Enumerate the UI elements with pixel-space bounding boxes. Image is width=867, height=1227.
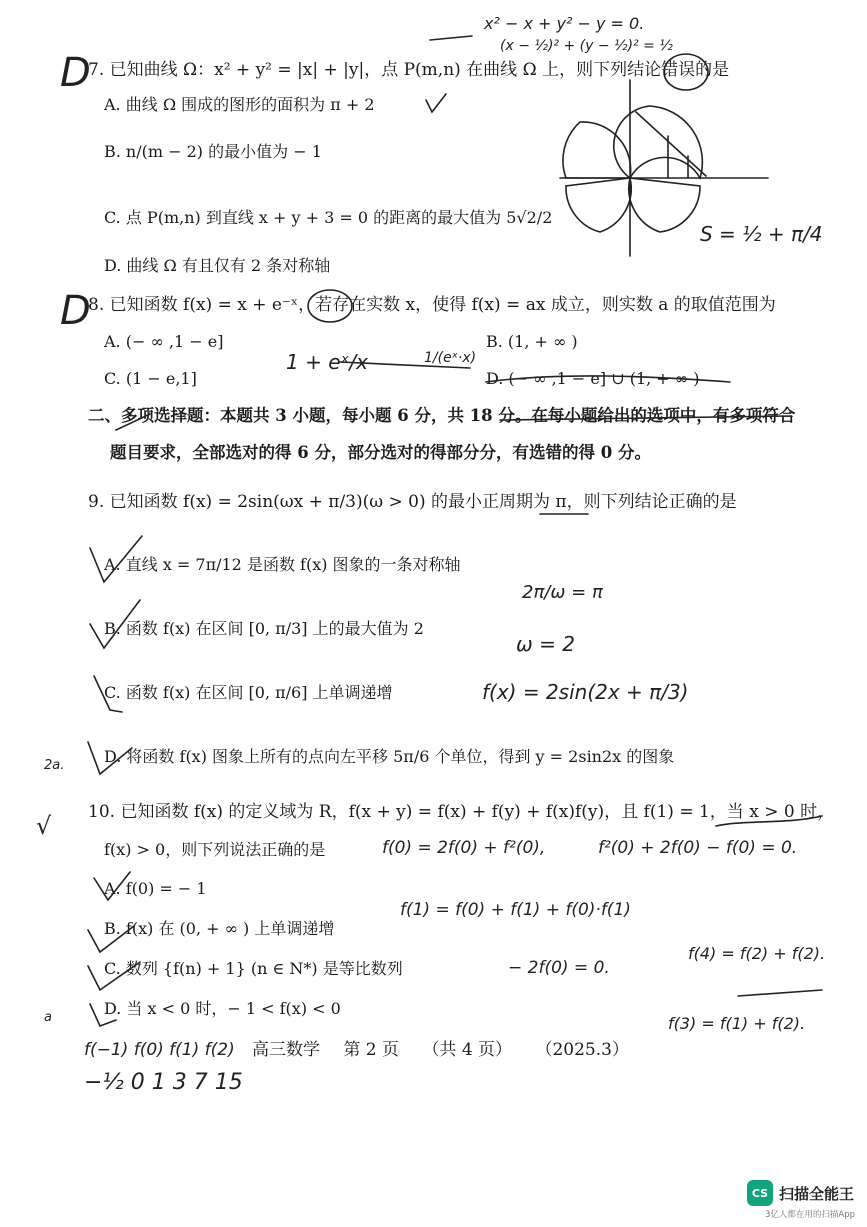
handwritten-q8-work: 1 + eˣ/x bbox=[286, 350, 368, 374]
q8-option-c: C. (1 − e,1] bbox=[104, 369, 197, 388]
handwritten-margin-q10: √ bbox=[36, 812, 52, 840]
handwritten-margin-d: 2a. bbox=[44, 758, 65, 773]
section2-heading: 二、多项选择题：本题共 3 小题，每小题 6 分，共 18 分。在每小题给出的选项中，有多项符合 bbox=[88, 406, 796, 425]
q10-option-c: C. 数列 {f(n) + 1} (n ∈ N*) 是等比数列 bbox=[104, 959, 403, 978]
q7-stem: 7. 已知曲线 Ω：x² + y² = |x| + |y|，点 P(m,n) 在曲线 Ω 上，则下列结论错误的是 bbox=[88, 60, 730, 80]
q8-option-d: D. (− ∞ ,1 − e] ∪ (1, + ∞ ) bbox=[486, 369, 700, 388]
scanner-logo-subtitle: 3亿人都在用的扫描App bbox=[765, 1210, 856, 1220]
strike-f4 bbox=[738, 990, 822, 996]
handwritten-eq-top: x² − x + y² − y = 0. bbox=[484, 14, 645, 33]
q7-answer-handwritten: D bbox=[60, 50, 91, 96]
handwritten-q10-work3: f(1) = f(0) + f(1) + f(0)·f(1) bbox=[400, 900, 631, 920]
page-footer bbox=[252, 1038, 647, 1062]
q7-option-d: D. 曲线 Ω 有且仅有 2 条对称轴 bbox=[104, 256, 331, 275]
handwritten-q9-func: f(x) = 2sin(2x + π/3) bbox=[482, 680, 689, 704]
check-q7a bbox=[426, 94, 446, 112]
q7-option-b: B. n/(m − 2) 的最小值为 − 1 bbox=[104, 142, 322, 161]
handwritten-q8-work2: 1/(eˣ·x) bbox=[424, 350, 477, 366]
handwritten-q9-omega: ω = 2 bbox=[516, 632, 575, 656]
handwritten-q10-work2: f²(0) + 2f(0) − f(0) = 0. bbox=[598, 838, 798, 858]
strike-top bbox=[430, 36, 472, 40]
handwritten-bottom-row1: f(−1) f(0) f(1) f(2) bbox=[84, 1040, 235, 1060]
q9-option-b: B. 函数 f(x) 在区间 [0, π/3] 上的最大值为 2 bbox=[104, 619, 424, 638]
handwritten-bottom-row2: −½ 0 1 3 7 15 bbox=[84, 1070, 243, 1095]
section2-heading-cont: 题目要求，全部选对的得 6 分，部分选对的得部分分，有选错的得 0 分。 bbox=[110, 443, 651, 462]
q10-option-d: D. 当 x < 0 时，− 1 < f(x) < 0 bbox=[104, 999, 341, 1018]
q9-option-d: D. 将函数 f(x) 图象上所有的点向左平移 5π/6 个单位，得到 y = 2sin2x 的图象 bbox=[104, 747, 675, 766]
handwritten-area: S = ½ + π/4 bbox=[700, 222, 823, 246]
q7-option-c: C. 点 P(m,n) 到直线 x + y + 3 = 0 的距离的最大值为 5√2/2 bbox=[104, 208, 553, 227]
q7-option-a: A. 曲线 Ω 围成的图形的面积为 π + 2 bbox=[104, 95, 375, 114]
handwritten-eq-circle: (x − ½)² + (y − ½)² = ½ bbox=[500, 38, 673, 54]
handwritten-margin-a: a bbox=[44, 1010, 52, 1025]
handwritten-q10-work4: − 2f(0) = 0. bbox=[508, 958, 610, 978]
q8-option-a: A. (− ∞ ,1 − e] bbox=[104, 332, 224, 351]
footer-date: （2025.3） bbox=[535, 1040, 629, 1060]
footer-page: 第 2 页 bbox=[343, 1040, 400, 1060]
q8-answer-handwritten: D bbox=[60, 288, 91, 334]
q10-stem: 10. 已知函数 f(x) 的定义域为 R，f(x + y) = f(x) + f(y) + f(x)f(y)，且 f(1) = 1，当 x > 0 时， bbox=[88, 802, 835, 822]
handwritten-q9-period: 2π/ω = π bbox=[522, 582, 603, 603]
footer-subject: 高三数学 bbox=[252, 1040, 320, 1060]
q8-stem: 8. 已知函数 f(x) = x + e⁻ˣ，若存在实数 x，使得 f(x) = ax 成立，则实数 a 的取值范围为 bbox=[88, 295, 776, 315]
handwritten-q10-work5: f(4) = f(2) + f(2). bbox=[688, 944, 826, 963]
q9-option-a: A. 直线 x = 7π/12 是函数 f(x) 图象的一条对称轴 bbox=[104, 555, 461, 574]
handwritten-q10-work6: f(3) = f(1) + f(2). bbox=[668, 1014, 806, 1033]
q10-option-b: B. f(x) 在 (0, + ∞ ) 上单调递增 bbox=[104, 919, 335, 938]
scanner-logo-title: 扫描全能王 bbox=[779, 1184, 855, 1203]
q10-stem-cont: f(x) > 0，则下列说法正确的是 bbox=[104, 840, 326, 859]
cs-logo-icon: CS bbox=[747, 1180, 773, 1206]
footer-total: （共 4 页） bbox=[422, 1040, 513, 1060]
scanner-logo bbox=[747, 1180, 854, 1206]
q9-stem: 9. 已知函数 f(x) = 2sin(ωx + π/3)(ω > 0) 的最小正周期为 π，则下列结论正确的是 bbox=[88, 492, 737, 512]
q10-option-a: A. f(0) = − 1 bbox=[104, 879, 207, 898]
handwritten-q10-work1: f(0) = 2f(0) + f²(0), bbox=[382, 838, 546, 858]
q9-option-c: C. 函数 f(x) 在区间 [0, π/6] 上单调递增 bbox=[104, 683, 393, 702]
q8-option-b: B. (1, + ∞ ) bbox=[486, 332, 578, 351]
